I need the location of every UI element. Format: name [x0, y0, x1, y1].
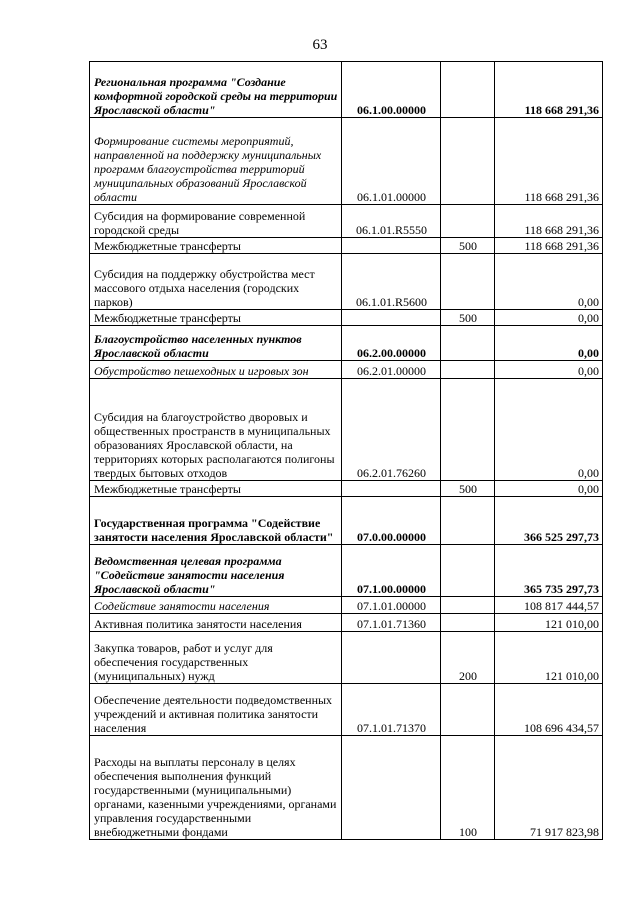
row-type-cell [441, 254, 495, 310]
row-name-cell: Региональная программа "Создание комфортной городской среды на территории Ярославской области" [90, 62, 342, 118]
row-name-cell: Формирование системы мероприятий, направленной на поддержку муниципальных программ благоустройства территорий муниципальных образований Ярославской области [90, 118, 342, 205]
row-code-cell: 07.0.00.00000 [342, 497, 441, 545]
row-code-cell [342, 736, 441, 840]
table-row [90, 736, 603, 840]
row-amount-cell: 71 917 823,98 [495, 736, 603, 840]
row-type-cell [441, 326, 495, 361]
row-code-cell: 07.1.01.71360 [342, 614, 441, 632]
budget-table [89, 61, 603, 840]
row-amount-cell: 0,00 [495, 361, 603, 379]
table-row [90, 379, 603, 481]
row-amount-cell: 0,00 [495, 326, 603, 361]
row-name-cell: Межбюджетные трансферты [90, 310, 342, 326]
row-code-cell: 06.2.00.00000 [342, 326, 441, 361]
table-row [90, 62, 603, 118]
table-row [90, 326, 603, 361]
row-code-cell [342, 632, 441, 684]
row-name-cell: Расходы на выплаты персоналу в целях обеспечения выполнения функций государственными (муниципальными) органами, казенными учреждениями, органами управления государственными внебюджетными фондами [90, 736, 342, 840]
row-amount-cell: 0,00 [495, 481, 603, 497]
table-row [90, 614, 603, 632]
table-row [90, 254, 603, 310]
row-code-cell: 07.1.01.71370 [342, 684, 441, 736]
row-code-cell: 06.1.01.R5550 [342, 205, 441, 238]
row-name-cell: Межбюджетные трансферты [90, 481, 342, 497]
row-amount-cell: 118 668 291,36 [495, 238, 603, 254]
row-type-cell [441, 205, 495, 238]
row-type-cell: 500 [441, 238, 495, 254]
row-amount-cell: 0,00 [495, 379, 603, 481]
row-amount-cell: 108 696 434,57 [495, 684, 603, 736]
row-name-cell: Содействие занятости населения [90, 597, 342, 614]
table-row [90, 597, 603, 614]
row-name-cell: Обеспечение деятельности подведомственных учреждений и активная политика занятости населения [90, 684, 342, 736]
row-type-cell: 200 [441, 632, 495, 684]
table-row [90, 361, 603, 379]
row-amount-cell: 0,00 [495, 310, 603, 326]
row-type-cell: 500 [441, 481, 495, 497]
row-amount-cell: 365 735 297,73 [495, 545, 603, 597]
table-row [90, 497, 603, 545]
row-type-cell [441, 62, 495, 118]
row-name-cell: Ведомственная целевая программа "Содействие занятости населения Ярославской области" [90, 545, 342, 597]
row-type-cell: 100 [441, 736, 495, 840]
row-code-cell: 06.1.01.00000 [342, 118, 441, 205]
row-type-cell [441, 497, 495, 545]
page-number: 63 [312, 37, 328, 53]
row-amount-cell: 118 668 291,36 [495, 118, 603, 205]
row-name-cell: Субсидия на формирование современной городской среды [90, 205, 342, 238]
row-name-cell: Субсидия на благоустройство дворовых и общественных пространств в муниципальных образованиях Ярославской области, на территориях которых располагаются полигоны твердых бытовых отходов [90, 379, 342, 481]
row-type-cell [441, 379, 495, 481]
row-code-cell: 06.2.01.00000 [342, 361, 441, 379]
row-name-cell: Межбюджетные трансферты [90, 238, 342, 254]
table-row [90, 684, 603, 736]
row-type-cell: 500 [441, 310, 495, 326]
row-name-cell: Государственная программа "Содействие занятости населения Ярославской области" [90, 497, 342, 545]
row-type-cell [441, 545, 495, 597]
table-row [90, 310, 603, 326]
row-amount-cell: 0,00 [495, 254, 603, 310]
table-row [90, 481, 603, 497]
row-code-cell: 07.1.01.00000 [342, 597, 441, 614]
row-amount-cell: 366 525 297,73 [495, 497, 603, 545]
row-amount-cell: 121 010,00 [495, 632, 603, 684]
row-amount-cell: 118 668 291,36 [495, 62, 603, 118]
table-row [90, 238, 603, 254]
row-code-cell [342, 238, 441, 254]
row-type-cell [441, 614, 495, 632]
table-row [90, 545, 603, 597]
row-type-cell [441, 684, 495, 736]
row-code-cell: 06.1.00.00000 [342, 62, 441, 118]
row-amount-cell: 108 817 444,57 [495, 597, 603, 614]
row-code-cell: 06.2.01.76260 [342, 379, 441, 481]
row-name-cell: Благоустройство населенных пунктов Ярославской области [90, 326, 342, 361]
table-row [90, 205, 603, 238]
row-type-cell [441, 597, 495, 614]
row-code-cell [342, 481, 441, 497]
row-name-cell: Активная политика занятости населения [90, 614, 342, 632]
table-row [90, 118, 603, 205]
row-type-cell [441, 361, 495, 379]
row-name-cell: Субсидия на поддержку обустройства мест массового отдыха населения (городских парков) [90, 254, 342, 310]
row-name-cell: Закупка товаров, работ и услуг для обеспечения государственных (муниципальных) нужд [90, 632, 342, 684]
row-code-cell [342, 310, 441, 326]
row-type-cell [441, 118, 495, 205]
row-name-cell: Обустройство пешеходных и игровых зон [90, 361, 342, 379]
row-amount-cell: 121 010,00 [495, 614, 603, 632]
row-amount-cell: 118 668 291,36 [495, 205, 603, 238]
row-code-cell: 07.1.00.00000 [342, 545, 441, 597]
table-row [90, 632, 603, 684]
row-code-cell: 06.1.01.R5600 [342, 254, 441, 310]
